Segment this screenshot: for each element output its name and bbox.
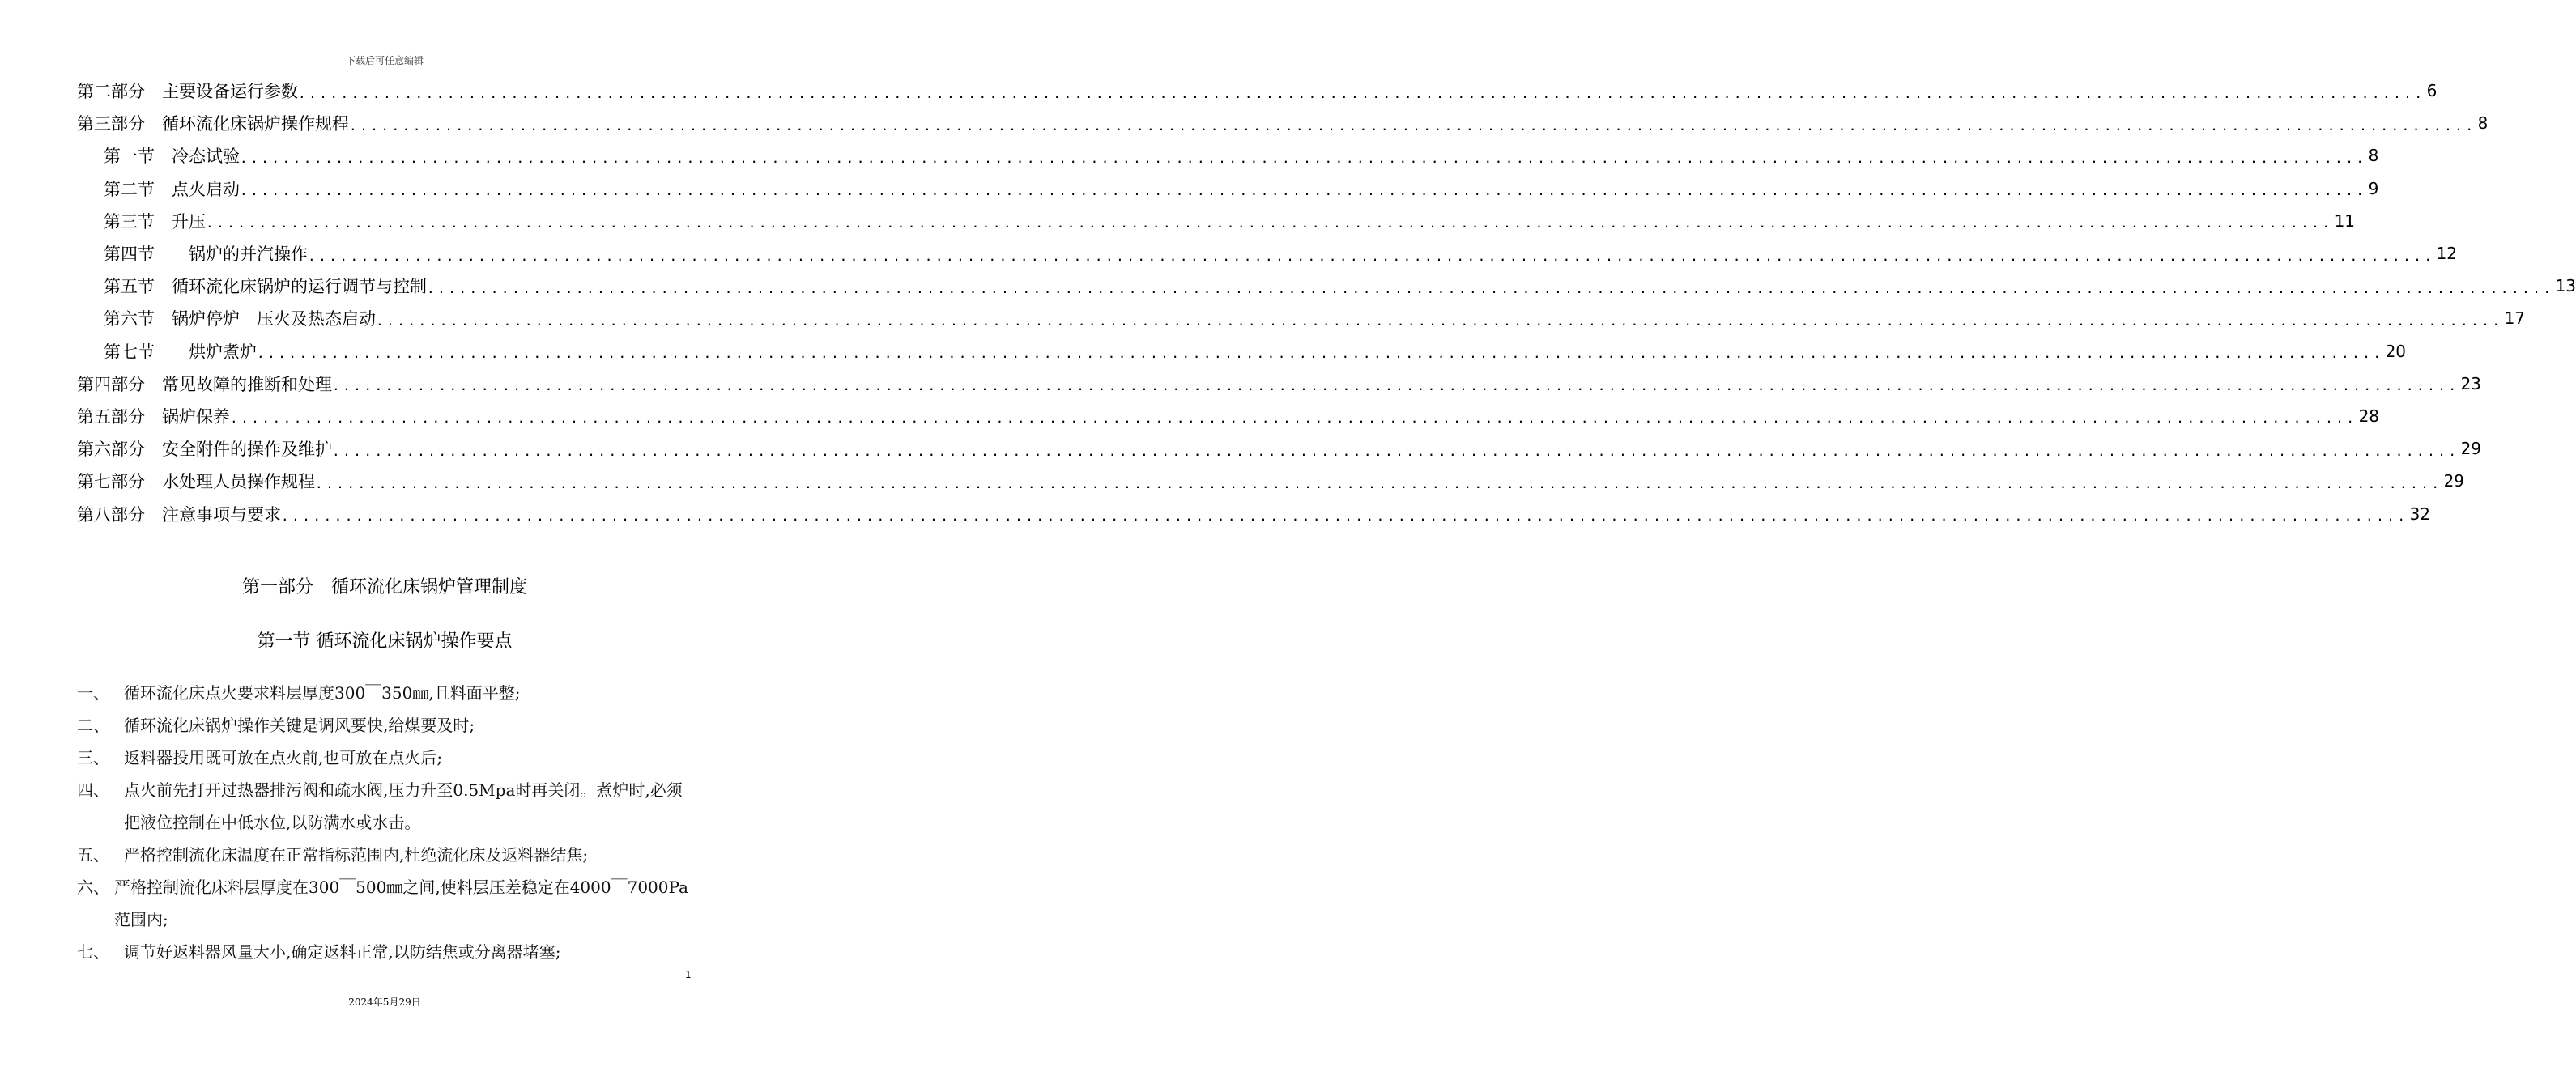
toc-entry-title: 第二节 点火启动 (104, 179, 240, 199)
list-item (77, 936, 694, 968)
subsection-title: 第一节 循环流化床锅炉操作要点 (257, 631, 513, 652)
toc-dot-leader: ........................................................................................................................................................................................................ (298, 85, 2425, 101)
list-item-number: 三、 (77, 748, 109, 767)
toc-entry-title: 第二部分 主要设备运行参数 (77, 82, 298, 102)
toc-entry-title: 第三节 升压 (104, 211, 206, 232)
toc-entry-title: 第一节 冷态试验 (104, 147, 240, 167)
toc-entry-page: 23 (2460, 373, 2482, 393)
list-item (77, 839, 694, 871)
page-number: 1 (685, 969, 692, 980)
toc-entry-title: 第七部分 水处理人员操作规程 (77, 472, 315, 492)
toc-dot-leader: ........................................................................................................................................................................................................ (240, 150, 2367, 166)
toc-entry-page: 9 (2368, 178, 2379, 198)
list-item (77, 709, 694, 742)
toc-entry-page: 13 (2555, 276, 2576, 296)
list-item-text: 循环流化床锅炉操作关键是调风要快,给煤要及时; (124, 716, 475, 735)
toc-entry-page: 29 (2460, 439, 2482, 459)
list-item-text: 严格控制流化床温度在正常指标范围内,杜绝流化床及返料器结焦; (124, 845, 589, 865)
list-item-number: 二、 (77, 716, 109, 735)
list-item-number: 七、 (77, 942, 109, 962)
toc-entry-page: 17 (2504, 308, 2526, 329)
list-item-text: 调节好返料器风量大小,确定返料正常,以防结焦或分离器堵塞; (124, 942, 561, 962)
list-item-text: 循环流化床点火要求料层厚度300￣350㎜,且料面平整; (124, 683, 521, 703)
list-item (77, 774, 694, 839)
list-item-text: 返料器投用既可放在点火前,也可放在点火后; (124, 748, 443, 767)
page-footer-date: 2024年5月29日 (348, 997, 421, 1008)
toc-entry-title: 第六节 锅炉停炉 压火及热态启动 (104, 309, 376, 329)
toc-entry[interactable] (77, 237, 2458, 270)
toc-entry-page: 28 (2358, 406, 2380, 426)
toc-entry-page: 6 (2426, 81, 2438, 101)
toc-entry-title: 第五节 循环流化床锅炉的运行调节与控制 (104, 277, 427, 297)
list-item-number: 六、 (77, 878, 109, 897)
section-title: 第一部分 循环流化床锅炉管理制度 (241, 577, 527, 597)
toc-dot-leader: ........................................................................................................................................................................................................ (332, 378, 2459, 394)
toc-entry[interactable] (77, 172, 2379, 205)
toc-entry-page: 11 (2334, 210, 2356, 231)
toc-entry-title: 第四节 锅炉的并汽操作 (104, 244, 308, 265)
list-item-number: 五、 (77, 845, 109, 865)
toc-dot-leader: ........................................................................................................................................................................................................ (281, 508, 2408, 525)
toc-dot-leader: ........................................................................................................................................................................................................ (308, 248, 2435, 264)
toc-entry[interactable] (77, 205, 2356, 237)
toc-dot-leader: ........................................................................................................................................................................................................ (257, 346, 2384, 362)
toc-entry[interactable] (77, 270, 2576, 302)
list-item (77, 871, 694, 936)
toc-dot-leader: ........................................................................................................................................................................................................ (206, 215, 2333, 232)
toc-entry-page: 20 (2385, 341, 2407, 361)
toc-entry[interactable] (77, 107, 2489, 139)
toc-entry[interactable] (77, 368, 2482, 400)
toc-entry[interactable] (77, 465, 2465, 497)
toc-dot-leader: ........................................................................................................................................................................................................ (332, 443, 2459, 459)
page-header: 下载后可任意编辑 (345, 55, 424, 66)
toc-dot-leader: ........................................................................................................................................................................................................ (427, 280, 2554, 296)
toc-entry-page: 8 (2368, 146, 2379, 166)
toc-entry-title: 第四部分 常见故障的推断和处理 (77, 374, 332, 394)
toc-entry-title: 第七节 烘炉煮炉 (104, 342, 257, 362)
toc-entry[interactable] (77, 400, 2380, 432)
operation-points-list (77, 677, 694, 968)
toc-entry[interactable] (77, 335, 2407, 368)
toc-entry-page: 8 (2477, 113, 2489, 134)
toc-dot-leader: ........................................................................................................................................................................................................ (376, 312, 2503, 329)
toc-entry-title: 第八部分 注意事项与要求 (77, 504, 281, 525)
toc-entry-page: 32 (2409, 504, 2431, 524)
toc-entry[interactable] (77, 302, 2526, 334)
toc-entry-title: 第六部分 安全附件的操作及维护 (77, 440, 332, 460)
toc-entry[interactable] (77, 432, 2482, 465)
toc-entry-title: 第五部分 锅炉保养 (77, 406, 230, 427)
list-item-text: 严格控制流化床料层厚度在300￣500㎜之间,使料层压差稳定在4000￣7000Pa范围内; (114, 878, 688, 929)
toc-dot-leader: ........................................................................................................................................................................................................ (240, 183, 2367, 199)
toc-dot-leader: ........................................................................................................................................................................................................ (349, 117, 2476, 134)
toc-dot-leader: ........................................................................................................................................................................................................ (315, 475, 2442, 491)
toc-entry-title: 第三部分 循环流化床锅炉操作规程 (77, 114, 349, 134)
toc-entry-page: 29 (2443, 471, 2465, 491)
toc-entry[interactable] (77, 139, 2379, 172)
table-of-contents (77, 74, 2576, 530)
list-item-text: 点火前先打开过热器排污阀和疏水阀,压力升至0.5Mpa时再关闭。煮炉时,必须把液位控制在中低水位,以防满水或水击。 (124, 780, 683, 832)
toc-entry[interactable] (77, 497, 2431, 529)
toc-dot-leader: ........................................................................................................................................................................................................ (230, 410, 2357, 427)
toc-entry-page: 12 (2436, 244, 2458, 264)
list-item-number: 一、 (77, 683, 109, 703)
list-item (77, 677, 694, 709)
toc-entry[interactable] (77, 74, 2438, 107)
list-item (77, 742, 694, 774)
list-item-number: 四、 (77, 780, 109, 800)
